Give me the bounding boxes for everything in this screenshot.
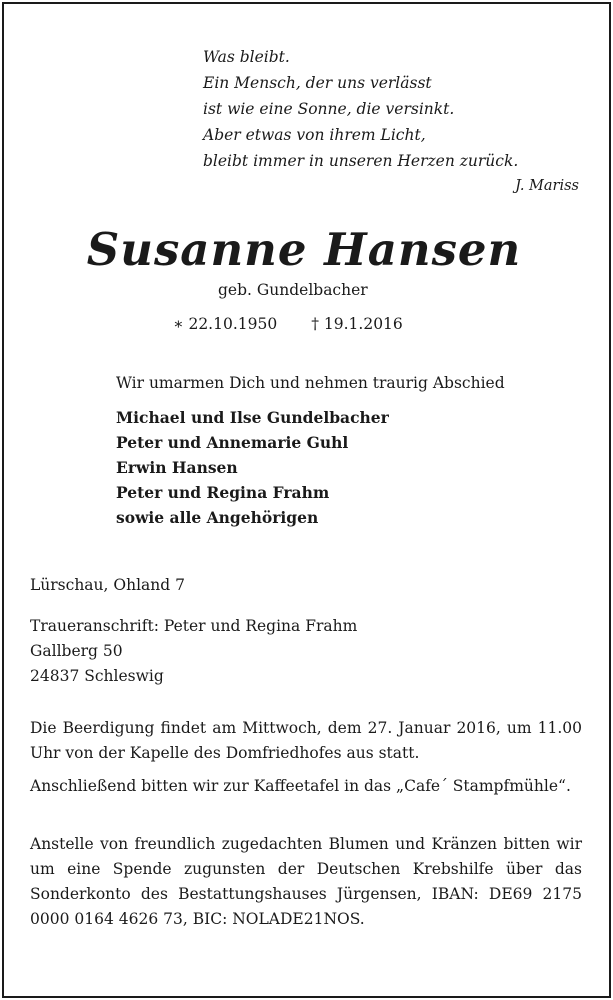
mourner-name: Erwin Hansen [116,458,238,477]
deceased-name-text: Susanne Hansen [86,223,522,276]
address-line: Traueranschrift: Peter und Regina Frahm [30,617,358,635]
mourning-address [30,614,357,689]
poem [203,44,518,174]
address-line: Gallberg 50 [30,642,123,660]
poem-line: Was bleibt. [203,48,290,66]
coffee-notice: Anschließend bitten wir zur Kaffeetafel in das „Cafe´ Stampfmühle“. [30,777,571,795]
poem-line: bleibt immer in unseren Herzen zurück. [203,152,519,170]
life-dates [173,315,403,333]
deceased-name [0,220,613,280]
poem-line: ist wie eine Sonne, die versinkt. [203,100,455,118]
death-date: † 19.1.2016 [311,315,403,333]
address-line: 24837 Schleswig [30,667,164,685]
mourners-list [116,405,389,530]
poem-author: J. Mariss [515,178,579,194]
donation-notice: Anstelle von freundlich zugedachten Blumen und Kränzen bitten wir um eine Spende zugunsten der Deutschen Krebshilfe über das Sonderkonto des Bestattungshauses Jürgensen, IBAN: DE69 2175 0000 0164 4626 73, BIC: NOLADE21NOS. [30,835,582,928]
funeral-notice: Die Beerdigung findet am Mittwoch, dem 27. Januar 2016, um 11.00 Uhr von der Kapelle des Domfriedhofes aus statt. [30,719,582,762]
maiden-name: geb. Gundelbacher [218,281,368,299]
residence: Lürschau, Ohland 7 [30,576,185,594]
poem-line: Ein Mensch, der uns verlässt [203,74,432,92]
mourner-name: Peter und Regina Frahm [116,483,330,502]
farewell-intro: Wir umarmen Dich und nehmen traurig Abschied [116,374,505,392]
birth-date: ∗ 22.10.1950 [173,315,278,333]
mourner-name: Peter und Annemarie Guhl [116,433,349,452]
mourner-name: sowie alle Angehörigen [116,508,319,527]
mourner-name: Michael und Ilse Gundelbacher [116,408,389,427]
poem-line: Aber etwas von ihrem Licht, [203,126,426,144]
